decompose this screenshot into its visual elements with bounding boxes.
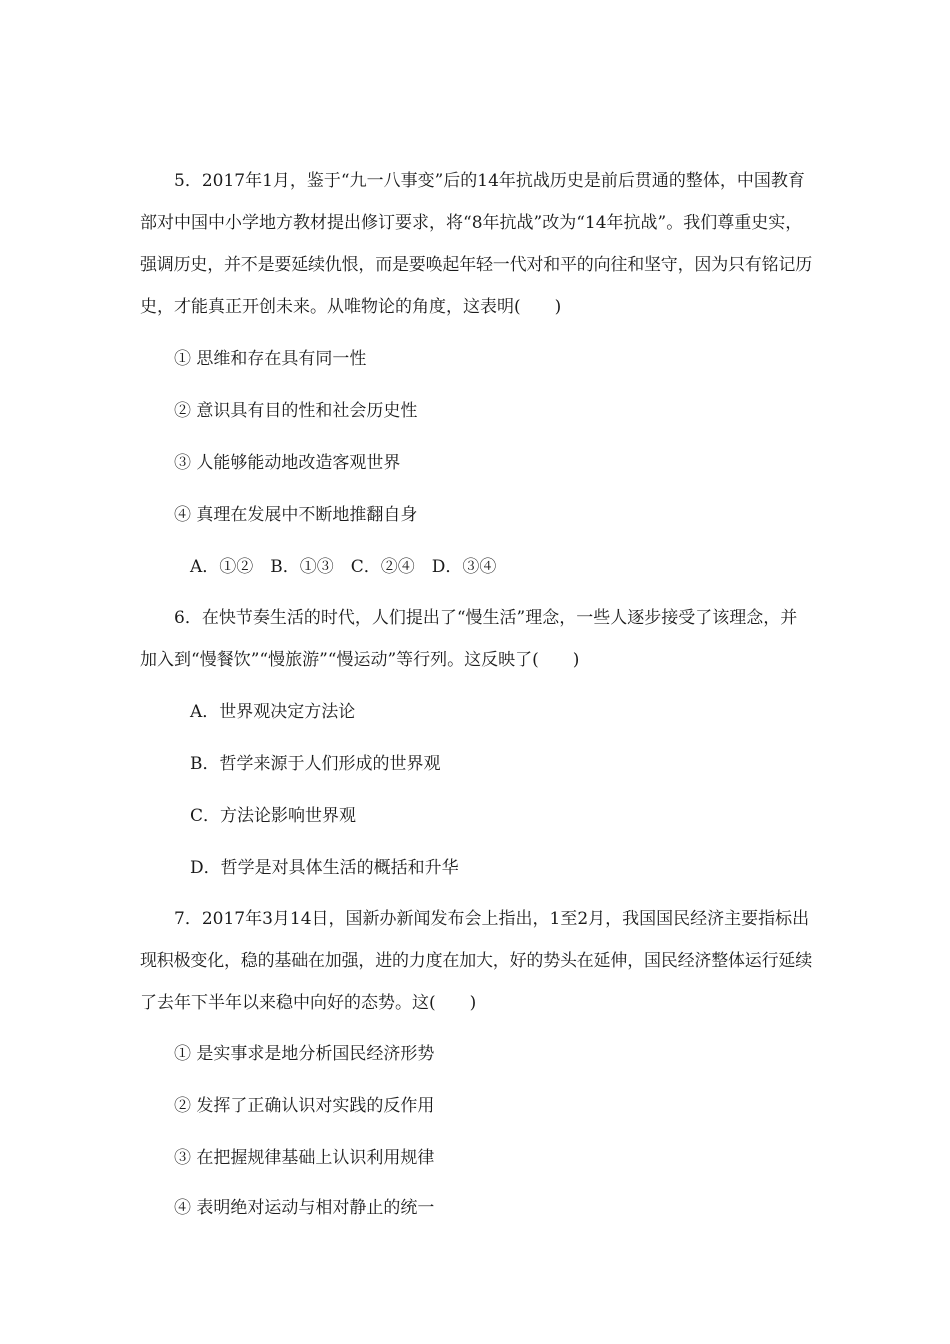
question-6-option-c: C．方法论影响世界观	[190, 806, 357, 826]
question-7-statement: ② 发挥了正确认识对实践的反作用	[174, 1096, 435, 1116]
question-7-statement: ① 是实事求是地分析国民经济形势	[174, 1044, 435, 1064]
question-7-stem-line: 了去年下半年以来稳中向好的态势。这( )	[140, 993, 477, 1013]
question-6-option-d: D．哲学是对具体生活的概括和升华	[190, 858, 459, 878]
question-5-statement: ① 思维和存在具有同一性	[174, 349, 367, 369]
question-6-option-a: A．世界观决定方法论	[190, 702, 356, 722]
question-5-statement: ④ 真理在发展中不断地推翻自身	[174, 505, 418, 525]
question-6-stem-line: 6．在快节奏生活的时代，人们提出了“慢生活”理念，一些人逐步接受了该理念，并	[174, 608, 798, 628]
question-6-stem-line: 加入到“慢餐饮”“慢旅游”“慢运动”等行列。这反映了( )	[140, 650, 580, 670]
question-5-stem-line: 史，才能真正开创未来。从唯物论的角度，这表明( )	[140, 297, 562, 317]
question-5-stem-line: 部对中国中小学地方教材提出修订要求，将“8年抗战”改为“14年抗战”。我们尊重史实，	[140, 213, 803, 233]
question-5-stem-line: 5．2017年1月，鉴于“九一八事变”后的14年抗战历史是前后贯通的整体，中国教育	[174, 171, 805, 191]
question-6-option-b: B．哲学来源于人们形成的世界观	[190, 754, 441, 774]
question-5-choices: A．①② B．①③ C．②④ D．③④	[190, 557, 497, 577]
question-7-statement: ③ 在把握规律基础上认识利用规律	[174, 1148, 435, 1168]
question-5-statement: ② 意识具有目的性和社会历史性	[174, 401, 418, 421]
question-7-statement: ④ 表明绝对运动与相对静止的统一	[174, 1198, 435, 1218]
question-7-stem-line: 7．2017年3月14日，国新办新闻发布会上指出，1至2月，我国国民经济主要指标出	[174, 909, 810, 929]
question-5-statement: ③ 人能够能动地改造客观世界	[174, 453, 401, 473]
question-7-stem-line: 现积极变化，稳的基础在加强，进的力度在加大，好的势头在延伸，国民经济整体运行延续	[140, 951, 812, 971]
question-5-stem-line: 强调历史，并不是要延续仇恨，而是要唤起年轻一代对和平的向往和坚守，因为只有铭记历	[140, 255, 812, 275]
